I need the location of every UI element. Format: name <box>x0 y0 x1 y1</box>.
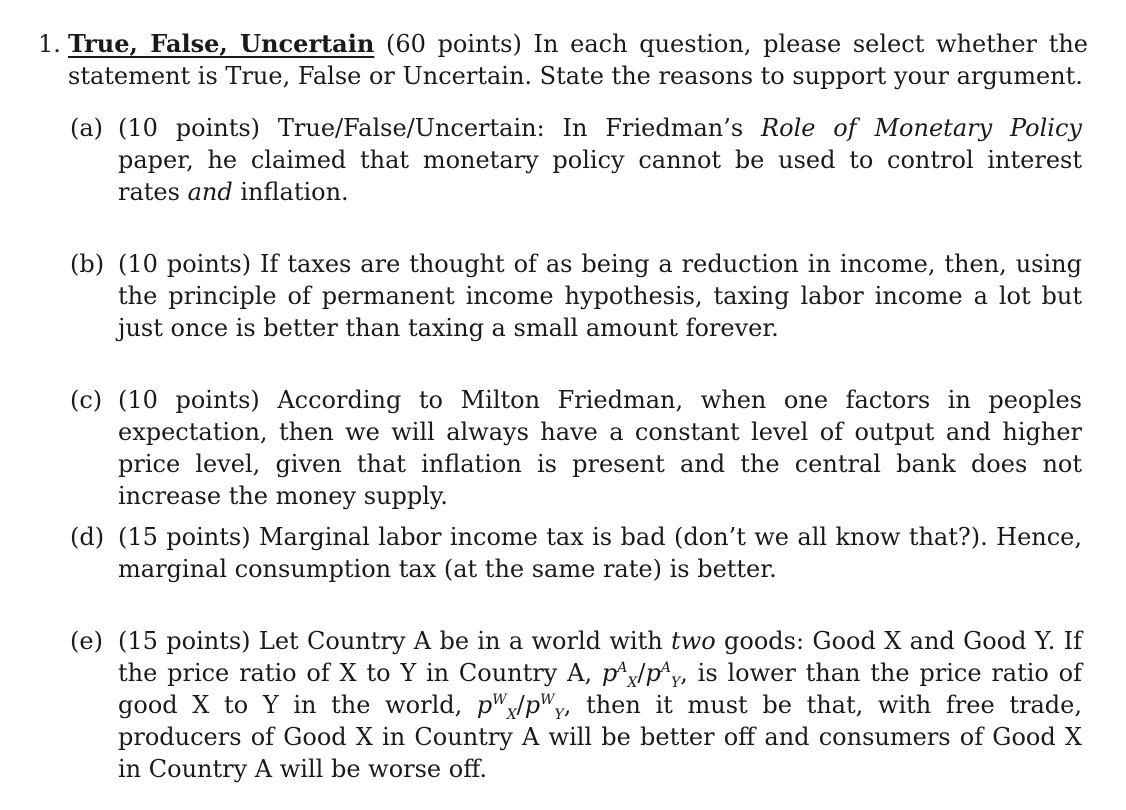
part-text <box>118 384 1082 512</box>
part-text <box>118 112 1082 208</box>
part-points: (10 points) <box>118 250 252 278</box>
part-points: (15 points) <box>118 627 251 655</box>
question-points: (60 points) <box>385 30 522 58</box>
part-text-segment: If taxes are thought of as being a reduction in income, then, using the principle of permanent income hypothesis, taxing labor income a lot but just once is better than taxing a small amount forever. <box>118 250 1082 342</box>
question-1 <box>38 28 1088 92</box>
part-points: (10 points) <box>118 114 261 142</box>
part-label: (e) <box>70 627 103 655</box>
part-text-segment: True/False/Uncertain: In Friedman’s <box>277 114 744 142</box>
part-e <box>70 625 1082 785</box>
part-text-segment: goods: Good X and Good Y. If the price ratio of X to Y in Country A, <box>118 627 1082 687</box>
part-text-segment: paper, he claimed that monetary policy cannot be used to control interest rates <box>118 146 1082 206</box>
part-text-segment: , is lower than the price ratio of good X to Y in the world, <box>118 659 1083 719</box>
part-text-segment: Marginal labor income tax is bad (don’t we all know that?). Hence, marginal consumption tax (at the same rate) is better. <box>118 523 1082 583</box>
part-label: (b) <box>70 250 105 278</box>
part-points: (10 points) <box>118 386 260 414</box>
part-text-segment: , then it must be that, with free trade, producers of Good X in Country A will be better off and consumers of Good X in Country A will be worse off. <box>118 691 1082 783</box>
part-text-segment: Let Country A be in a world with <box>258 627 663 655</box>
math-slash: / <box>516 691 525 719</box>
part-d <box>70 521 1082 585</box>
question-intro: In each question, please select whether the statement is True, False or Uncertain. State the reasons to support your argument. <box>68 30 1088 90</box>
emphasis: and <box>187 178 233 206</box>
part-c <box>70 384 1082 512</box>
part-points: (15 points) <box>118 523 251 551</box>
part-b <box>70 248 1082 344</box>
part-label: (a) <box>70 114 104 142</box>
part-text <box>118 248 1082 344</box>
part-text-segment: inflation. <box>240 178 349 206</box>
part-text <box>118 625 1082 785</box>
question-title: True, False, Uncertain <box>68 29 375 58</box>
paper-title: Role of Monetary Policy <box>761 114 1082 142</box>
part-a <box>70 112 1082 208</box>
math-price-y-w: $p^W_Y$ <box>524 691 564 723</box>
part-label: (c) <box>70 386 103 414</box>
part-text-segment: According to Milton Friedman, when one factors in peoples expectation, then we will always have a constant level of output and higher price level, given that inflation is present and the central bank does not increase the money supply. <box>118 386 1082 510</box>
emphasis: two <box>671 627 716 655</box>
math-slash: / <box>637 659 646 687</box>
math-price-x-w: $p^W_X$ <box>476 691 517 723</box>
question-intro-block <box>68 28 1088 92</box>
part-text <box>118 521 1082 585</box>
math-price-x-a: $p^A_X$ <box>601 659 638 691</box>
math-price-y-a: $p^A_Y$ <box>645 659 681 691</box>
question-number: 1. <box>38 30 61 58</box>
part-label: (d) <box>70 523 105 551</box>
